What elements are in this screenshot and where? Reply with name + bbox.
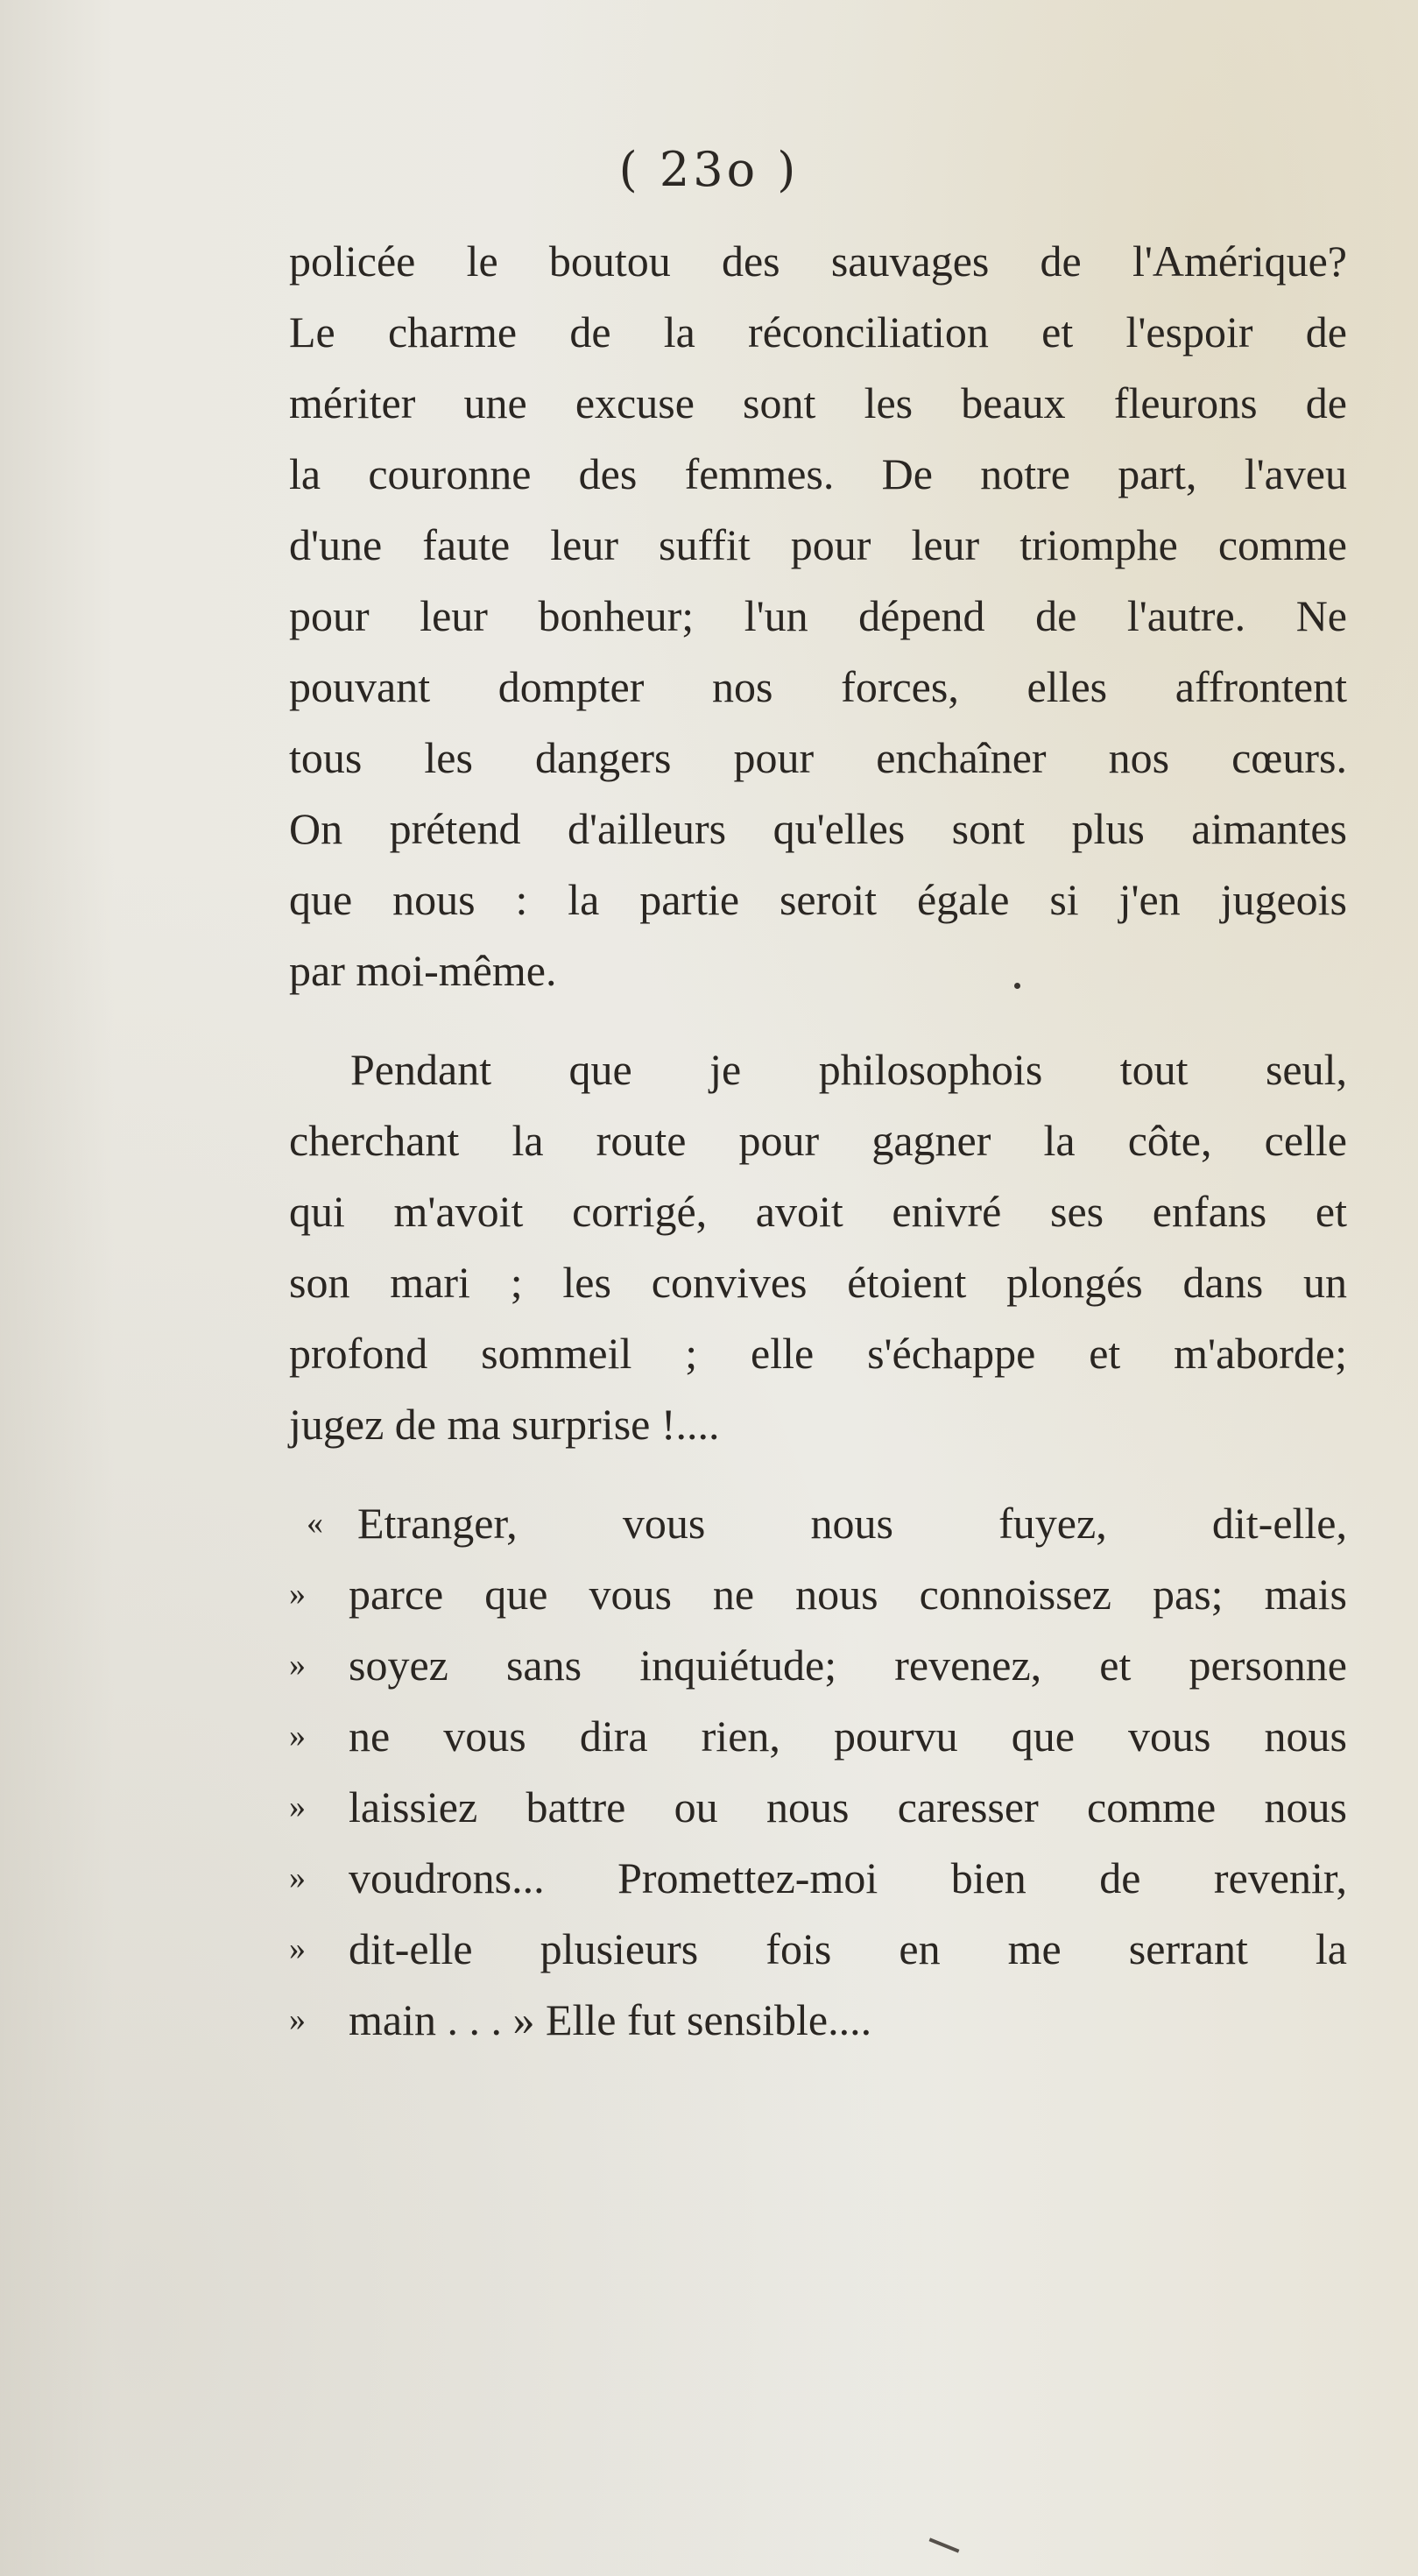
paragraph-gap bbox=[289, 1460, 1347, 1488]
continuation-guillemet: » bbox=[289, 1860, 306, 1896]
ink-speck bbox=[1014, 983, 1020, 989]
quote-line bbox=[289, 1630, 1347, 1701]
paragraph-1 bbox=[289, 226, 1347, 1006]
paragraph-gap bbox=[289, 1006, 1347, 1034]
continuation-guillemet: » bbox=[289, 1789, 306, 1825]
quote-line-text: Etranger, vous nous fuyez, dit-elle, bbox=[357, 1499, 1347, 1548]
quote-line bbox=[289, 1559, 1347, 1630]
quoted-speech bbox=[289, 1488, 1347, 2056]
text-line: pour leur bonheur; l'un dépend de l'autre. Ne bbox=[289, 591, 1347, 640]
text-line: que nous : la partie seroit égale si j'en jugeois bbox=[289, 875, 1347, 924]
text-line: Pendant que je philosophois tout seul, bbox=[350, 1045, 1347, 1094]
text-line: cherchant la route pour gagner la côte, celle bbox=[289, 1116, 1347, 1165]
quote-line-text: parce que vous ne nous connoissez pas; mais bbox=[349, 1570, 1347, 1619]
continuation-guillemet: » bbox=[289, 1647, 306, 1683]
opening-guillemet: « bbox=[307, 1505, 323, 1542]
quote-line-text: voudrons... Promettez-moi bien de revenir, bbox=[349, 1853, 1347, 1902]
text-line: jugez de ma surprise !.... bbox=[289, 1400, 720, 1449]
continuation-guillemet: » bbox=[289, 1930, 306, 1967]
quote-line-text: ne vous dira rien, pourvu que vous nous bbox=[349, 1711, 1347, 1761]
text-line: profond sommeil ; elle s'échappe et m'aborde; bbox=[289, 1329, 1347, 1378]
quote-line bbox=[289, 1843, 1347, 1914]
quote-line bbox=[289, 1488, 1347, 1559]
quote-line bbox=[289, 1914, 1347, 1985]
continuation-guillemet: » bbox=[289, 2001, 306, 2038]
quote-line-text: main . . . » Elle fut sensible.... bbox=[349, 1995, 872, 2044]
text-line: On prétend d'ailleurs qu'elles sont plus aimantes bbox=[289, 804, 1347, 853]
text-line: son mari ; les convives étoient plongés dans un bbox=[289, 1258, 1347, 1307]
text-line: mériter une excuse sont les beaux fleurons de bbox=[289, 378, 1347, 427]
text-line: policée le boutou des sauvages de l'Amérique? bbox=[289, 236, 1347, 286]
text-line: par moi-même. bbox=[289, 946, 557, 995]
text-line: d'une faute leur suffit pour leur triomphe comme bbox=[289, 520, 1347, 569]
quote-line-text: dit-elle plusieurs fois en me serrant la bbox=[349, 1924, 1347, 1973]
quote-line bbox=[289, 1701, 1347, 1772]
text-line: qui m'avoit corrigé, avoit enivré ses enfans et bbox=[289, 1187, 1347, 1236]
continuation-guillemet: » bbox=[289, 1576, 306, 1613]
text-line: la couronne des femmes. De notre part, l'aveu bbox=[289, 449, 1347, 498]
body-text bbox=[289, 226, 1347, 2056]
quote-line-text: laissiez battre ou nous caresser comme nous bbox=[349, 1782, 1347, 1831]
text-line: tous les dangers pour enchaîner nos cœurs. bbox=[289, 733, 1347, 782]
text-line: pouvant dompter nos forces, elles affrontent bbox=[289, 662, 1347, 711]
paragraph-2 bbox=[289, 1034, 1347, 1460]
quote-line bbox=[289, 1772, 1347, 1843]
quote-line-text: soyez sans inquiétude; revenez, et personne bbox=[349, 1641, 1347, 1690]
text-line: Le charme de la réconciliation et l'espoir de bbox=[289, 307, 1347, 356]
continuation-guillemet: » bbox=[289, 1718, 306, 1754]
page-number: ( 23o ) bbox=[618, 142, 800, 197]
paper-mark bbox=[929, 2537, 960, 2552]
quote-line bbox=[289, 1985, 1347, 2056]
